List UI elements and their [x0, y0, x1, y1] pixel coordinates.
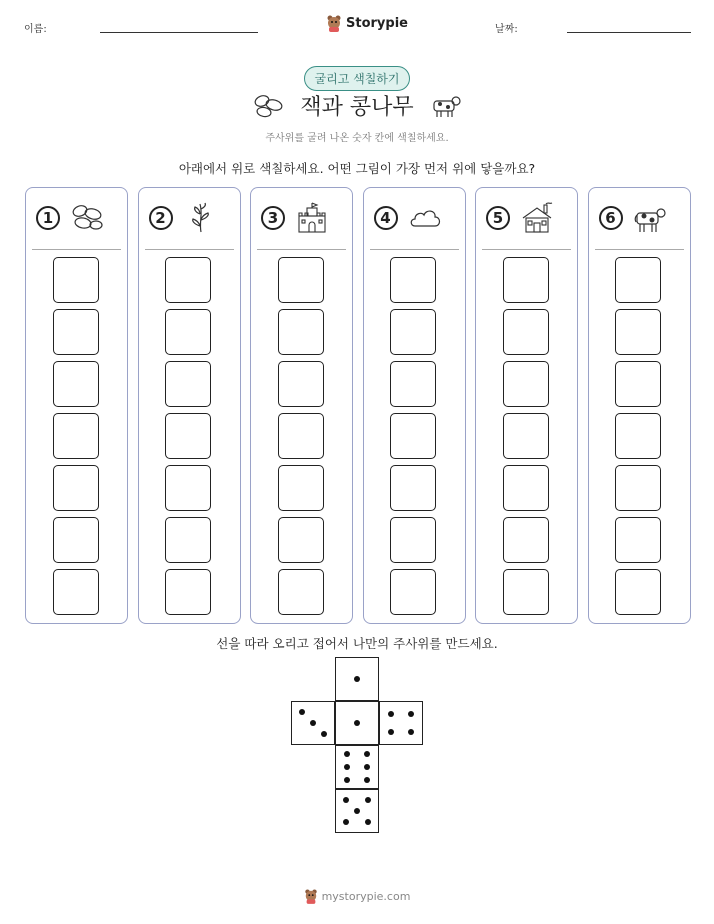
activity-badge: 굴리고 색칠하기: [304, 66, 411, 91]
color-cell[interactable]: [390, 569, 436, 615]
column-header: [261, 202, 331, 234]
dice-pip: [344, 751, 350, 757]
dice-face-1: [335, 701, 379, 745]
dice-face-6: [335, 745, 379, 789]
color-cell[interactable]: [278, 465, 324, 511]
dice-pip: [344, 764, 350, 770]
dice-instruction: 선을 따라 오리고 접어서 나만의 주사위를 만드세요.: [216, 636, 498, 651]
color-cell[interactable]: [53, 361, 99, 407]
color-cell[interactable]: [53, 309, 99, 355]
color-cell[interactable]: [390, 413, 436, 459]
column-divider: [145, 249, 234, 250]
date-line[interactable]: [567, 32, 691, 33]
dice-pip: [354, 808, 360, 814]
subtitle: 주사위를 굴려 나온 숫자 칸에 색칠하세요.: [265, 133, 449, 144]
footer: [304, 888, 411, 904]
dice-pip: [343, 797, 349, 803]
beans-icon: [70, 202, 106, 234]
color-cell[interactable]: [53, 413, 99, 459]
color-cell[interactable]: [390, 517, 436, 563]
color-cell[interactable]: [278, 517, 324, 563]
column-number: 5: [486, 206, 510, 230]
column-number: 2: [149, 206, 173, 230]
page-title: 잭과 콩나무: [300, 95, 414, 120]
color-cell[interactable]: [615, 361, 661, 407]
column-3: [250, 187, 353, 624]
name-line[interactable]: [100, 32, 258, 33]
column-divider: [370, 249, 459, 250]
color-cell[interactable]: [278, 361, 324, 407]
color-cell[interactable]: [615, 465, 661, 511]
dice-face-3: [291, 701, 335, 745]
dice-face-5: [335, 789, 379, 833]
column-divider: [482, 249, 571, 250]
brand-name: Storypie: [346, 15, 408, 31]
color-cell[interactable]: [165, 517, 211, 563]
color-cell[interactable]: [503, 569, 549, 615]
color-cell[interactable]: [503, 257, 549, 303]
brand-logo: [326, 14, 408, 32]
dice-pip: [310, 720, 316, 726]
column-number: 6: [599, 206, 623, 230]
dice-pip: [364, 777, 370, 783]
beanstalk-icon: [183, 202, 219, 234]
column-divider: [257, 249, 346, 250]
column-5: [475, 187, 578, 624]
castle-icon: [295, 202, 331, 234]
dice-pip: [408, 729, 414, 735]
dice-pip: [388, 711, 394, 717]
dice-pip: [299, 709, 305, 715]
color-cell[interactable]: [390, 361, 436, 407]
dice-pip: [343, 819, 349, 825]
instruction: 아래에서 위로 색칠하세요. 어떤 그림이 가장 먼저 위에 닿을까요?: [178, 161, 536, 176]
cow-icon: [633, 202, 669, 234]
color-cell[interactable]: [278, 257, 324, 303]
color-cell[interactable]: [615, 413, 661, 459]
color-cell[interactable]: [165, 257, 211, 303]
dice-face-4: [379, 701, 423, 745]
dice-pip: [354, 676, 360, 682]
color-cell[interactable]: [165, 361, 211, 407]
column-6: [588, 187, 691, 624]
column-1: [25, 187, 128, 624]
dice-pip: [344, 777, 350, 783]
name-label: 이름:: [24, 24, 47, 35]
color-cell[interactable]: [615, 309, 661, 355]
column-number: 4: [374, 206, 398, 230]
column-number: 1: [36, 206, 60, 230]
color-cell[interactable]: [615, 257, 661, 303]
dice-pip: [388, 729, 394, 735]
column-header: [374, 202, 444, 234]
color-cell[interactable]: [165, 569, 211, 615]
color-cell[interactable]: [278, 309, 324, 355]
dice-face-1: [335, 657, 379, 701]
dice-pip: [364, 751, 370, 757]
color-cell[interactable]: [278, 413, 324, 459]
dice-pip: [365, 797, 371, 803]
bear-logo-icon: [326, 14, 342, 32]
color-cell[interactable]: [53, 257, 99, 303]
column-header: [486, 202, 556, 234]
date-label: 날짜:: [495, 24, 518, 35]
color-cell[interactable]: [503, 465, 549, 511]
color-cell[interactable]: [615, 517, 661, 563]
color-cell[interactable]: [278, 569, 324, 615]
footer-url[interactable]: mystorypie.com: [321, 889, 411, 903]
column-header: [149, 202, 219, 234]
dice-pip: [321, 731, 327, 737]
color-cell[interactable]: [390, 465, 436, 511]
dice-pip: [364, 764, 370, 770]
dice-pip: [365, 819, 371, 825]
dice-pip: [408, 711, 414, 717]
color-cell[interactable]: [390, 309, 436, 355]
color-cell[interactable]: [53, 465, 99, 511]
column-number: 3: [261, 206, 285, 230]
cloud-icon: [408, 202, 444, 234]
color-cell[interactable]: [390, 257, 436, 303]
cow-icon: [428, 93, 462, 119]
column-2: [138, 187, 241, 624]
color-cell[interactable]: [165, 465, 211, 511]
color-cell[interactable]: [165, 309, 211, 355]
color-cell[interactable]: [165, 413, 211, 459]
color-cell[interactable]: [615, 569, 661, 615]
color-cell[interactable]: [53, 517, 99, 563]
column-divider: [32, 249, 121, 250]
column-header: [36, 202, 106, 234]
color-cell[interactable]: [503, 309, 549, 355]
beans-icon: [252, 93, 286, 119]
column-header: [599, 202, 669, 234]
color-cell[interactable]: [503, 413, 549, 459]
column-divider: [595, 249, 684, 250]
dice-pip: [354, 720, 360, 726]
color-cell[interactable]: [503, 517, 549, 563]
column-4: [363, 187, 466, 624]
cottage-icon: [520, 202, 556, 234]
color-cell[interactable]: [503, 361, 549, 407]
color-cell[interactable]: [53, 569, 99, 615]
bear-logo-icon: [304, 888, 318, 904]
